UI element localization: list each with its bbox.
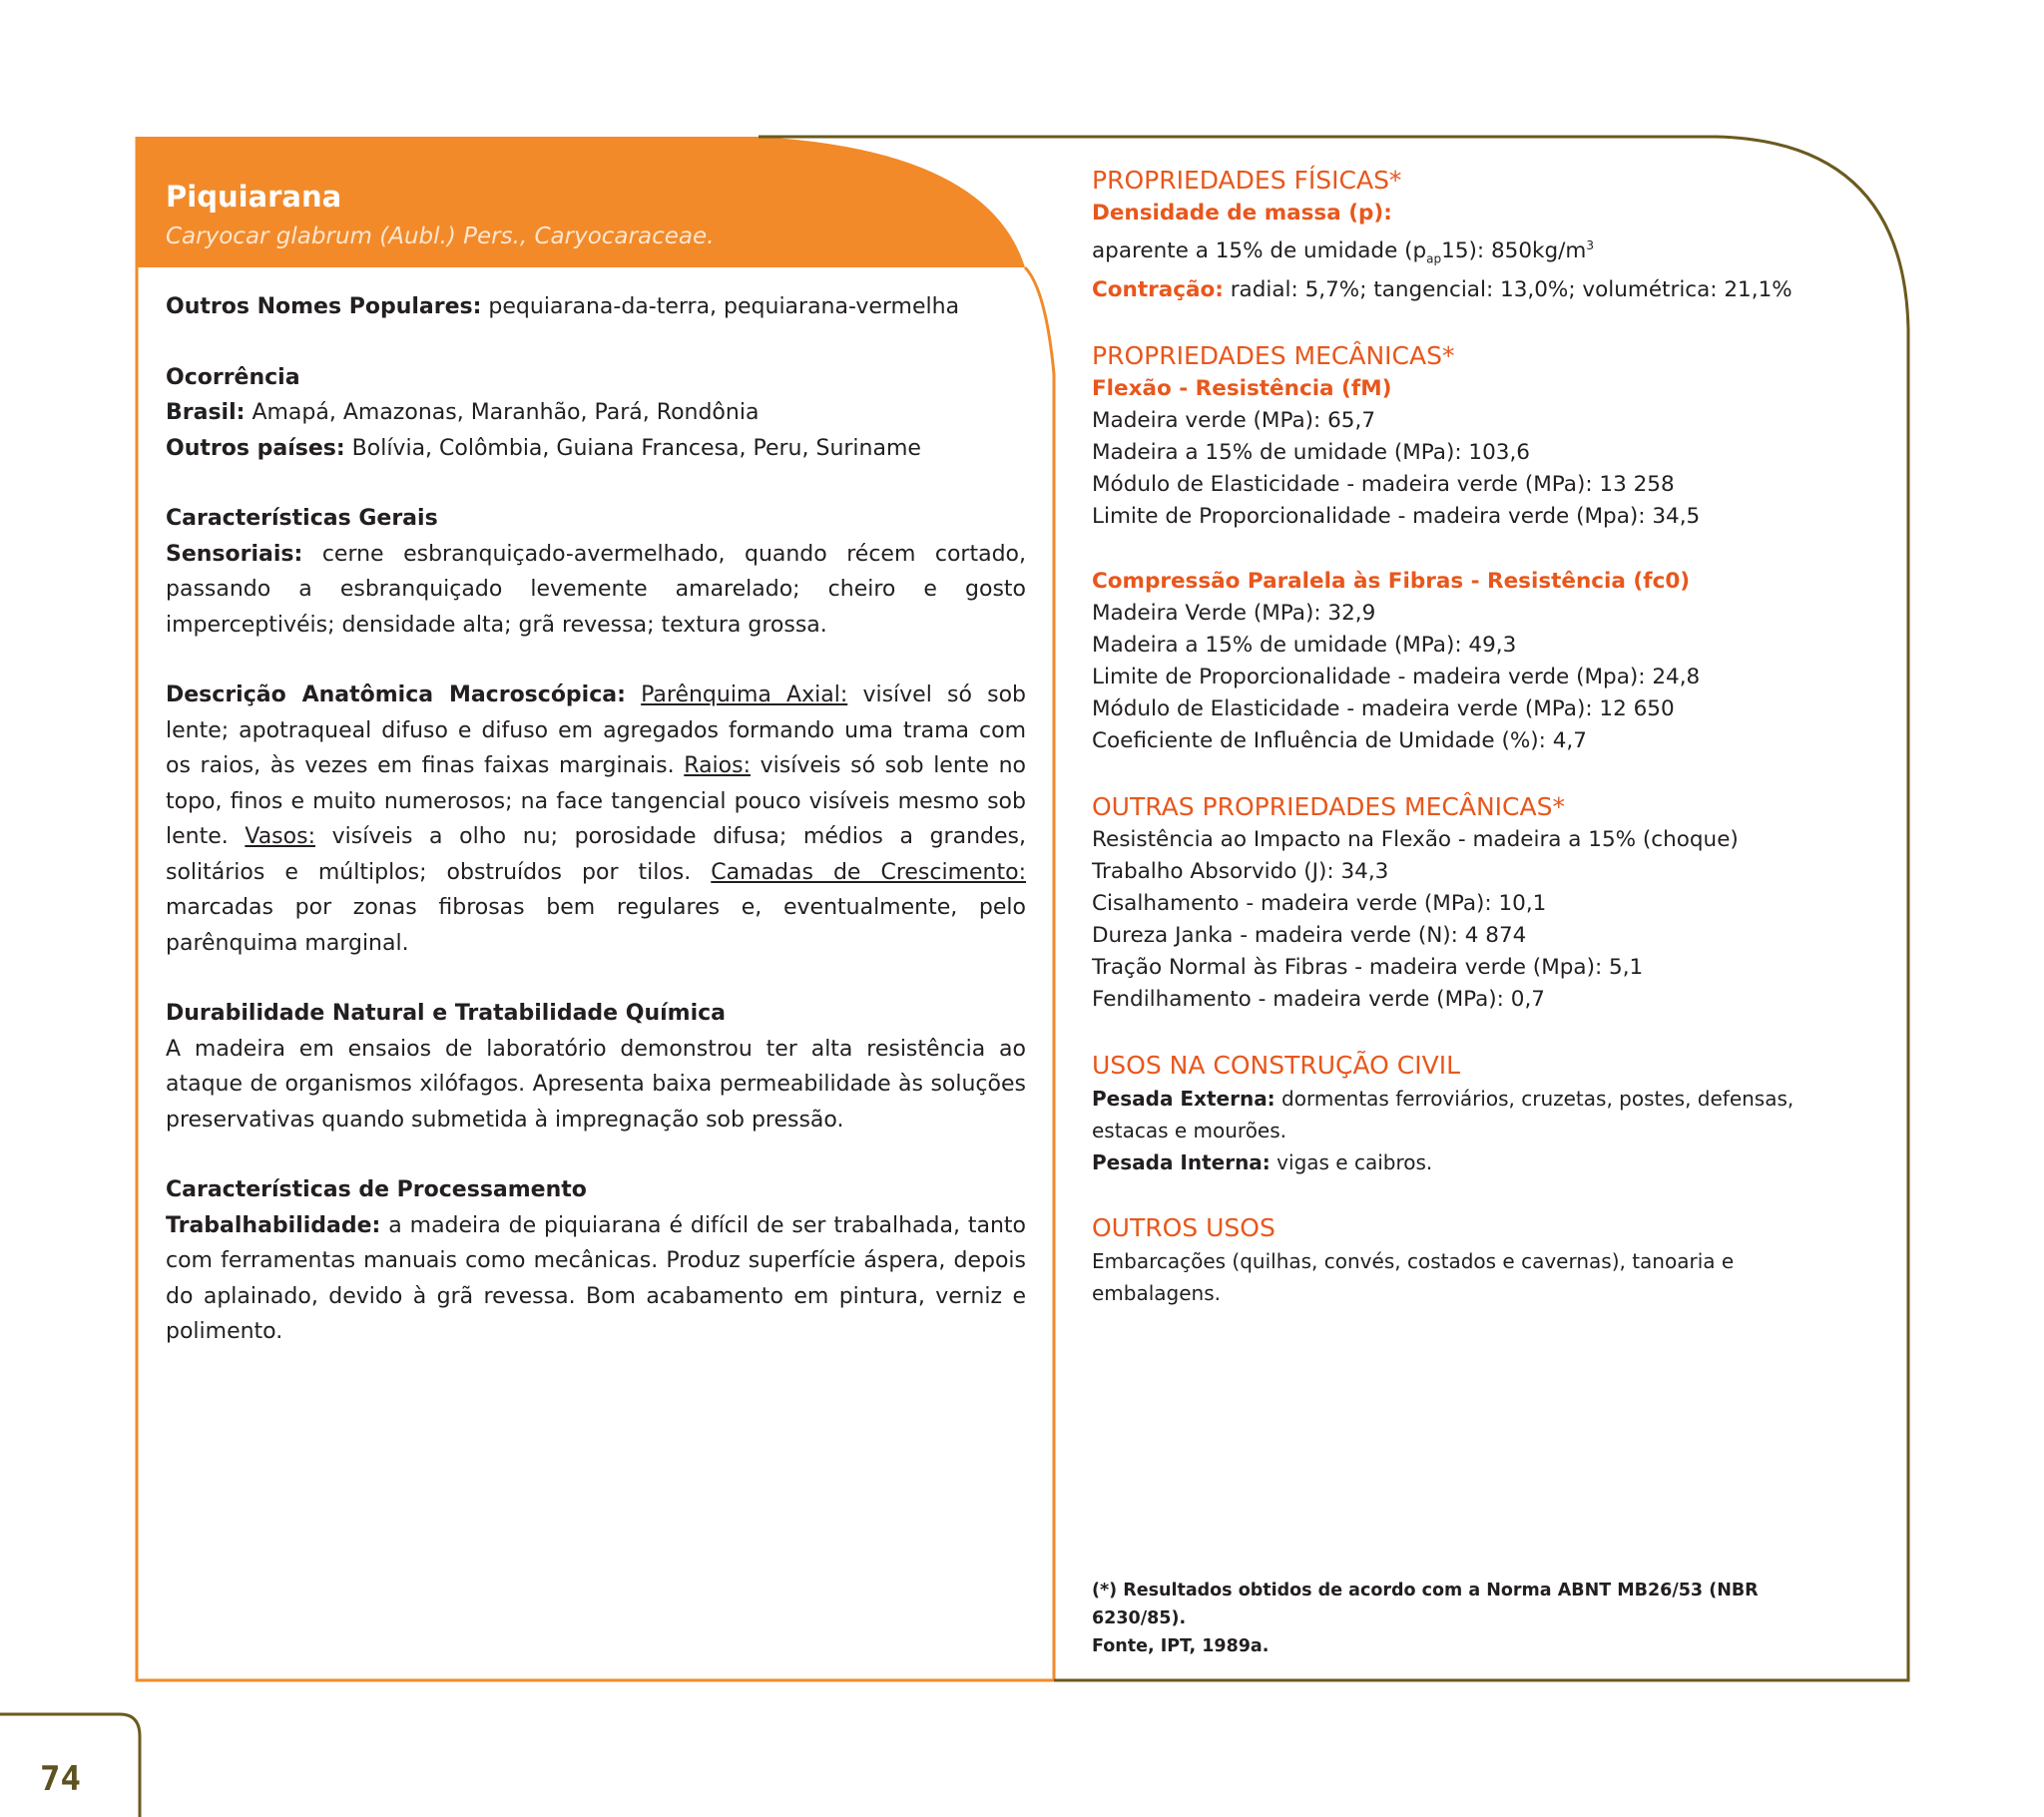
shrinkage-label: Contração: (1092, 277, 1224, 303)
footnote-line-1: (*) Resultados obtidos de acordo com a Norma ABNT MB26/53 (NBR 6230/85). (1092, 1581, 1759, 1628)
sensory-label: Sensoriais: (166, 541, 303, 567)
other-mech-title: OUTRAS PROPRIEDADES MECÂNICAS* (1092, 792, 1565, 822)
popular-names-label: Outros Nomes Populares: (166, 294, 482, 319)
compression-item: Limite de Proporcionalidade - madeira verde (Mpa): 24,8 (1092, 665, 1701, 690)
other-countries-value: Bolívia, Colômbia, Guiana Francesa, Peru, Suriname (351, 435, 921, 461)
density-text-a: aparente a 15% de umidade (p (1092, 238, 1427, 264)
growth-value: marcadas por zonas fibrosas bem regulares e, eventualmente, pelo parênquima marginal. (166, 895, 1026, 956)
species-header (166, 180, 714, 249)
sensory-paragraph (166, 537, 1026, 644)
workability-label: Trabalhabilidade: (166, 1212, 381, 1238)
compression-title: Compressão Paralela às Fibras - Resistência (fc0) (1092, 569, 1691, 595)
workability-paragraph (166, 1208, 1026, 1350)
brazil-label: Brasil: (166, 400, 246, 425)
rays-value: visíveis só sob lente no topo, finos e muito numerosos; na face tangencial pouco visíveis mesmo sob lente. (166, 753, 1026, 849)
axial-label: Parênquima Axial: (641, 682, 848, 707)
other-uses-title: OUTROS USOS (1092, 1213, 1276, 1243)
footnote-line-2: Fonte, IPT, 1989a. (1092, 1636, 1270, 1656)
footnote (1092, 1577, 1850, 1660)
heavy-int-value: vigas e caibros. (1277, 1150, 1433, 1175)
flexion-item: Madeira verde (MPa): 65,7 (1092, 408, 1375, 434)
vessels-label: Vasos: (245, 824, 315, 849)
durability-text: A madeira em ensaios de laboratório demonstrou ter alta resistência ao ataque de organismos xilófagos. Apresenta baixa permeabilidade às soluções preservativas quando submetida à impregnação sob pressão. (166, 1036, 1026, 1133)
other-mech-item: Trabalho Absorvido (J): 34,3 (1092, 859, 1389, 885)
physical-title: PROPRIEDADES FÍSICAS* (1092, 166, 1402, 195)
density-sub: ap (1426, 251, 1442, 266)
heavy-ext-label: Pesada Externa: (1092, 1087, 1276, 1112)
density-title: Densidade de massa (p): (1092, 201, 1392, 226)
compression-item: Módulo de Elasticidade - madeira verde (MPa): 12 650 (1092, 696, 1675, 722)
species-name: Piquiarana (166, 180, 342, 214)
heavy-external (1092, 1083, 1850, 1146)
scientific-name: Caryocar glabrum (Aubl.) Pers., Caryocaraceae. (166, 224, 715, 249)
popular-names-value: pequiarana-da-terra, pequiarana-vermelha (488, 294, 960, 319)
growth-label: Camadas de Crescimento: (711, 859, 1026, 885)
shrinkage-line (1092, 274, 1850, 306)
general-title: Características Gerais (166, 506, 438, 531)
rays-label: Raios: (684, 753, 751, 778)
occurrence-title: Ocorrência (166, 364, 300, 390)
brazil-value: Amapá, Amazonas, Maranhão, Pará, Rondônia (252, 400, 760, 425)
flexion-title: Flexão - Resistência (fM) (1092, 376, 1392, 402)
flexion-item: Madeira a 15% de umidade (MPa): 103,6 (1092, 440, 1530, 466)
heavy-int-label: Pesada Interna: (1092, 1150, 1271, 1175)
processing-title: Características de Processamento (166, 1177, 587, 1202)
other-uses-value: Embarcações (quilhas, convés, costados e cavernas), tanoaria e embalagens. (1092, 1249, 1735, 1306)
flexion-item: Módulo de Elasticidade - madeira verde (MPa): 13 258 (1092, 472, 1675, 498)
anatomy-paragraph (166, 678, 1026, 961)
right-column (1092, 164, 1850, 1309)
occurrence-other (166, 431, 1026, 467)
other-mech-item: Fendilhamento - madeira verde (MPa): 0,7 (1092, 987, 1545, 1013)
workability-value: a madeira de piquiarana é difícil de ser trabalhada, tanto com ferramentas manuais como mecânicas. Produz superfície áspera, depois do aplainado, devido à grã revessa. Bom acabamento em pintura, verniz e polimento. (166, 1212, 1026, 1344)
sensory-value: cerne esbranquiçado-avermelhado, quando récem cortado, passando a esbranquiçado levemente amarelado; cheiro e gosto imperceptivéis; densidade alta; grã revessa; textura grossa. (166, 541, 1026, 638)
other-mech-item: Resistência ao Impacto na Flexão - madeira a 15% (choque) (1092, 827, 1739, 853)
page-number: 74 (40, 1759, 81, 1799)
vessels-value: visíveis a olho nu; porosidade difusa; médios a grandes, solitários e múltiplos; obstruídos por tilos. (166, 824, 1026, 885)
mechanical-title: PROPRIEDADES MECÂNICAS* (1092, 341, 1455, 371)
popular-names (166, 289, 1026, 325)
compression-item: Madeira a 15% de umidade (MPa): 49,3 (1092, 633, 1517, 659)
other-mech-item: Dureza Janka - madeira verde (N): 4 874 (1092, 923, 1527, 949)
density-text-b: 15): 850kg/m (1441, 238, 1587, 264)
durability-title: Durabilidade Natural e Tratabilidade Química (166, 1001, 727, 1026)
heavy-internal (1092, 1146, 1850, 1178)
shrinkage-value: radial: 5,7%; tangencial: 13,0%; volumétrica: 21,1% (1230, 277, 1792, 303)
compression-item: Madeira Verde (MPa): 32,9 (1092, 601, 1376, 627)
left-column (166, 289, 1026, 1350)
occurrence-brazil (166, 395, 1026, 431)
density-sup: 3 (1586, 238, 1594, 252)
heavy-ext-value: dormentas ferroviários, cruzetas, postes, defensas, estacas e mourões. (1092, 1087, 1794, 1143)
flexion-item: Limite de Proporcionalidade - madeira verde (Mpa): 34,5 (1092, 504, 1701, 530)
compression-item: Coeficiente de Influência de Umidade (%): 4,7 (1092, 728, 1587, 754)
other-mech-item: Tração Normal às Fibras - madeira verde (Mpa): 5,1 (1092, 955, 1644, 981)
density-line (1092, 229, 1850, 274)
axial-value: visível só sob lente; apotraqueal difuso e difuso em agregados formando uma trama com os raios, às vezes em finas faixas marginais. (166, 682, 1027, 778)
other-mech-item: Cisalhamento - madeira verde (MPa): 10,1 (1092, 891, 1547, 917)
anatomy-label: Descrição Anatômica Macroscópica: (166, 682, 626, 707)
civil-title: USOS NA CONSTRUÇÃO CIVIL (1092, 1051, 1461, 1081)
other-countries-label: Outros países: (166, 435, 345, 461)
